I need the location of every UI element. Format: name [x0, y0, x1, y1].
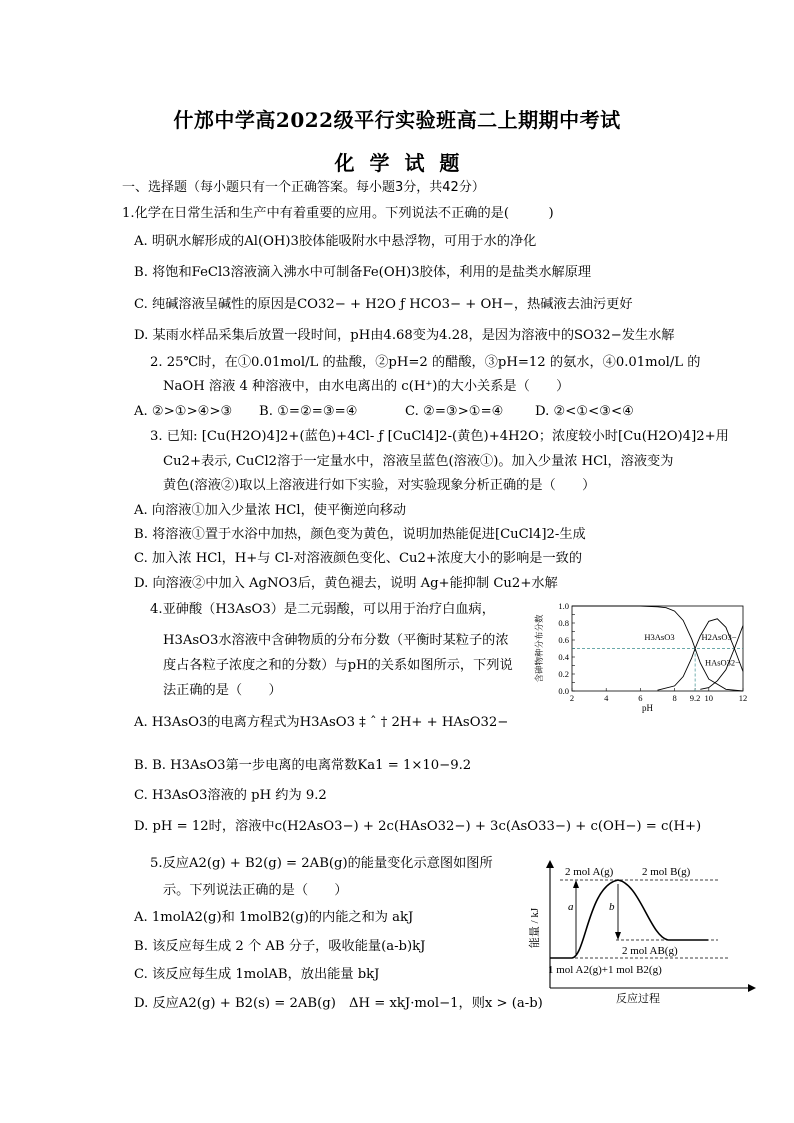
- q4-stem-line3: 度占各粒子浓度之和的分数）与pH的关系如图所示，下列说: [163, 658, 513, 673]
- chart2-y-arrow: [546, 860, 554, 868]
- chart1-ytick-label: 0.4: [558, 652, 569, 662]
- q4-option-c: C. H3AsO3溶液的 pH 约为 9.2: [134, 788, 327, 803]
- q3-option-d: D. 向溶液②中加入 AgNO3后，黄色褪去，说明 Ag+能抑制 Cu2+水解: [134, 576, 558, 591]
- q5-option-b: B. 该反应每生成 2 个 AB 分子，吸收能量(a-b)kJ: [134, 939, 426, 954]
- chart1-xtick-label: 8: [672, 693, 677, 703]
- q1-option-c: C. 纯碱溶液呈碱性的原因是CO32− + H2O ƒ HCO3− + OH−，热碱液去油污更好: [134, 297, 633, 312]
- q2-stem-line2: NaOH 溶液 4 种溶液中，由水电离出的 c(H⁺)的大小关系是（ ）: [163, 379, 570, 394]
- q4-option-b: B. B. H3AsO3第一步电离的电离常数Ka1 = 1×10−9.2: [134, 758, 472, 773]
- section-heading: 一、选择题（每小题只有一个正确答案。每小题3分，共42分）: [122, 180, 485, 195]
- q4-stem-line2: H3AsO3水溶液中含砷物质的分布分数（平衡时某粒子的浓: [163, 633, 509, 648]
- chart2-ylabel: 能量 / kJ: [529, 907, 541, 949]
- q2-option-d: D. ②<①<③<④: [535, 404, 634, 419]
- chart1-xlabel: pH: [642, 703, 653, 713]
- arsenic-distribution-chart: [528, 598, 758, 716]
- q5-stem-line1: 5.反应A2(g) + B2(g) = 2AB(g)的能量变化示意图如图所: [150, 856, 493, 871]
- q5-option-c: C. 该反应每生成 1molAB，放出能量 bkJ: [134, 967, 380, 982]
- page-subtitle: 化 学 试 题: [334, 151, 460, 175]
- chart2-x-arrow: [748, 984, 756, 992]
- chart2-label-peak-left: 2 mol A(g): [565, 866, 614, 878]
- chart1-xtick-label: 10: [704, 693, 714, 703]
- chart1-series-line: [658, 619, 744, 690]
- q4-option-d: D. pH = 12时，溶液中c(H2AsO3−) + 2c(HAsO32−) + 3c(AsO33−) + c(OH−) = c(H+): [134, 819, 702, 834]
- chart2-label-a: a: [568, 901, 574, 913]
- chart1-ytick-label: 0.6: [558, 635, 569, 645]
- chart1-xtick-label: 4: [604, 693, 609, 703]
- q5-option-a: A. 1molA2(g)和 1molB2(g)的内能之和为 akJ: [134, 910, 414, 925]
- q5-option-d: D. 反应A2(g) + B2(s) = 2AB(g) ΔH = xkJ·mol−1，则x > (a-b): [134, 996, 543, 1011]
- chart1-ytick-label: 0.8: [558, 618, 569, 628]
- chart1-ytick-label: 0.2: [558, 669, 569, 679]
- q3-stem-line3: 黄色(溶液②)取以上溶液进行如下实验，对实验现象分析正确的是（ ）: [163, 478, 596, 493]
- chart2-label-reactant: 1 mol A2(g)+1 mol B2(g): [548, 964, 662, 976]
- chart2-label-b: b: [609, 901, 615, 913]
- page-title: 什邡中学高2022级平行实验班高二上期期中考试: [173, 108, 621, 132]
- chart1-xtick-label: 2: [569, 693, 575, 703]
- chart1-series-label: HAsO32−: [704, 657, 740, 668]
- q3-stem-line2: Cu2+表示, CuCl2溶于一定量水中，溶液呈蓝色(溶液①)。加入少量浓 HCl，溶液变为: [163, 454, 674, 469]
- chart1-ytick-label: 1.0: [558, 601, 569, 611]
- chart1-ylabel: 含砷物种分布分数: [534, 614, 544, 683]
- q1-stem: 1.化学在日常生活和生产中有着重要的应用。下列说法不正确的是( ): [122, 206, 554, 221]
- chart2-label-product: 2 mol AB(g): [622, 945, 678, 957]
- q5-stem-line2: 示。下列说法正确的是（ ）: [163, 883, 348, 898]
- q2-option-c: C. ②=③>①=④: [405, 404, 504, 419]
- chart1-xtick-label: 12: [738, 693, 748, 703]
- chart2-arrow-a-head: [573, 880, 579, 888]
- q4-stem-line1: 4.亚砷酸（H3AsO3）是二元弱酸，可以用于治疗白血病，: [150, 602, 495, 617]
- q3-option-b: B. 将溶液①置于水浴中加热，颜色变为黄色，说明加热能促进[CuCl4]2-生成: [134, 527, 586, 542]
- q3-option-a: A. 向溶液①加入少量浓 HCl，使平衡逆向移动: [134, 503, 407, 518]
- chart2-label-peak-right: 2 mol B(g): [642, 866, 691, 878]
- q1-option-b: B. 将饱和FeCl3溶液滴入沸水中可制备Fe(OH)3胶体，利用的是盐类水解原理: [134, 265, 592, 280]
- chart2-arrow-b-head: [615, 932, 621, 940]
- chart1-xtick-label: 9.2: [689, 693, 701, 703]
- q2-option-a: A. ②>①>④>③: [134, 404, 233, 419]
- q4-stem-line4: 法正确的是（ ）: [163, 683, 282, 698]
- q3-stem-line1: 3. 已知: [Cu(H2O)4]2+(蓝色)+4Cl- ƒ [CuCl4]2-(黄色)+4H2O；浓度较小时[Cu(H2O)4]2+用: [150, 429, 729, 444]
- chart1-series-label: H3AsO3: [644, 632, 675, 642]
- q1-option-a: A. 明矾水解形成的Al(OH)3胶体能吸附水中悬浮物，可用于水的净化: [134, 234, 537, 249]
- chart2-xlabel: 反应过程: [616, 993, 660, 1005]
- chart1-ytick-label: 0.0: [558, 686, 569, 696]
- q2-stem-line1: 2. 25℃时，在①0.01mol/L 的盐酸，②pH=2 的醋酸，③pH=12 的氨水，④0.01mol/L 的: [150, 355, 701, 370]
- chart1-xtick-label: 6: [638, 693, 643, 703]
- q4-option-a: A. H3AsO3的电离方程式为H3AsO3 ‡ ˆ † 2H+ + HAsO32−: [134, 715, 509, 730]
- q3-option-c: C. 加入浓 HCl，H+与 Cl-对溶液颜色变化、Cu2+浓度大小的影响是一致的: [134, 551, 583, 566]
- chart1-series-label: H2AsO3−: [701, 632, 737, 642]
- q2-option-b: B. ①=②=③=④: [259, 404, 358, 419]
- energy-diagram: [528, 858, 758, 1008]
- q1-option-d: D. 某雨水样品采集后放置一段时间，pH由4.68变为4.28，是因为溶液中的SO32−发生水解: [134, 328, 675, 343]
